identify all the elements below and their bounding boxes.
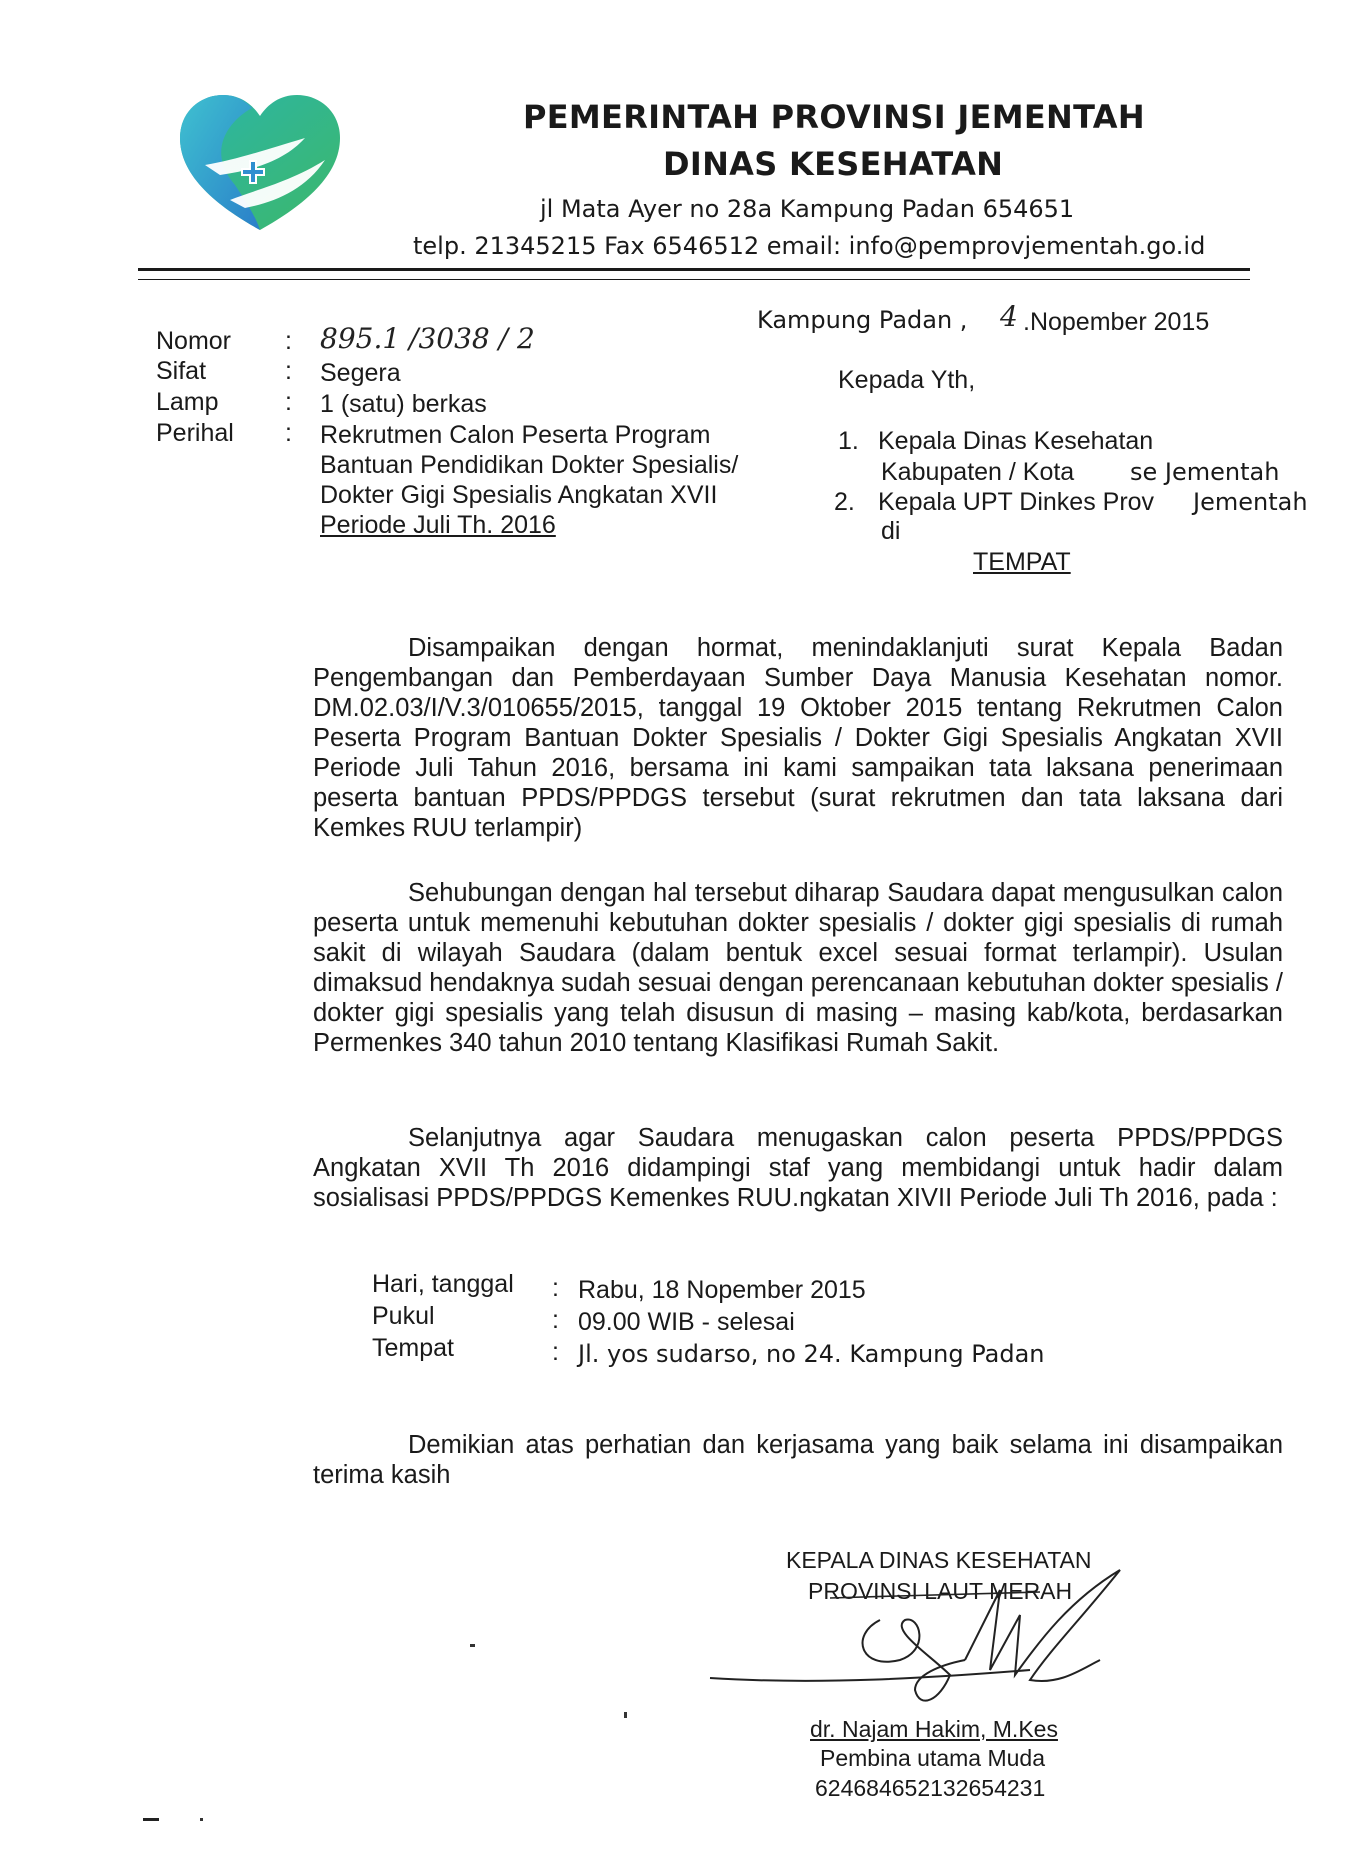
date-day-handwritten: 4 (1000, 300, 1018, 333)
date-place: Kampung Padan , (757, 306, 968, 334)
colon: : (552, 1306, 559, 1334)
colon: : (285, 357, 292, 385)
recipient-item-number: 1. (838, 427, 859, 455)
label-sifat: Sifat (156, 357, 207, 385)
event-label-date: Hari, tanggal (372, 1270, 514, 1298)
scan-speck (200, 1818, 203, 1821)
recipient-salutation: Kepada Yth, (838, 366, 976, 394)
colon: : (285, 388, 292, 416)
signatory-rank: Pembina utama Muda (820, 1745, 1046, 1771)
signature-title: KEPALA DINAS KESEHATAN (786, 1547, 1092, 1573)
recipient-tempat: TEMPAT (973, 548, 1071, 576)
signature-province: PROVINSI LAUT MERAH (808, 1578, 1073, 1604)
value-perihal-line: Dokter Gigi Spesialis Angkatan XVII (320, 481, 718, 509)
signatory-name: dr. Najam Hakim, M.Kes (810, 1716, 1058, 1742)
signatory-nip: 624684652132654231 (815, 1775, 1046, 1801)
event-value-place: Jl. yos sudarso, no 24. Kampung Padan (578, 1340, 1045, 1368)
body-paragraph-2: Sehubungan dengan hal tersebut diharap Saudara dapat mengusulkan calon peserta untuk memenuhi kebutuhan dokter spesialis / dokter gigi spesialis di rumah sakit di wilayah Saudara (dalam bentuk excel sesuai format terlampir). Usulan dimaksud hendaknya sudah sesuai dengan perencanaan kebutuhan dokter spesialis / dokter gigi spesialis yang telah disusun di masing – masing kab/kota, berdasarkan Permenkes 340 tahun 2010 tentang Klasifikasi Rumah Sakit. (313, 879, 1283, 1057)
colon: : (285, 327, 292, 355)
header-address: jl Mata Ayer no 28a Kampung Padan 654651 (540, 195, 1075, 223)
handwritten-signature (700, 1560, 1220, 1740)
recipient-item1-region: se Jementah (1130, 458, 1280, 486)
value-lamp: 1 (satu) berkas (320, 390, 487, 418)
header-department: DINAS KESEHATAN (663, 145, 1004, 183)
recipient-item2-region: Jementah (1193, 488, 1308, 516)
event-label-time: Pukul (372, 1302, 435, 1330)
value-perihal-line: Rekrutmen Calon Peserta Program (320, 421, 711, 449)
event-value-time: 09.00 WIB - selesai (578, 1308, 795, 1336)
header-contact: telp. 21345215 Fax 6546512 email: info@pemprovjementah.go.id (413, 232, 1206, 260)
label-nomor: Nomor (156, 327, 232, 355)
event-value-date: Rabu, 18 Nopember 2015 (578, 1276, 866, 1304)
value-sifat: Segera (320, 359, 401, 387)
label-lamp: Lamp (156, 388, 219, 416)
event-label-place: Tempat (372, 1334, 454, 1362)
value-perihal-line: Bantuan Pendidikan Dokter Spesialis/ (320, 451, 739, 479)
scan-speck (470, 1644, 475, 1647)
scan-speck (624, 1712, 627, 1718)
header-rule-thin (138, 279, 1250, 280)
body-paragraph-3: Selanjutnya agar Saudara menugaskan calon peserta PPDS/PPDGS Angkatan XVII Th 2016 didampingi staf yang membidangi untuk hadir dalam sosialisasi PPDS/PPDGS Kemenkes RUU.ngkatan XIVII Periode Juli Th 2016, pada : (313, 1124, 1283, 1212)
recipient-item-number: 2. (834, 488, 855, 516)
header-rule-thick (138, 268, 1250, 271)
recipient-di: di (881, 517, 901, 545)
recipient-item1-line2: Kabupaten / Kota (881, 458, 1075, 486)
recipient-item1: Kepala Dinas Kesehatan (878, 427, 1154, 455)
colon: : (552, 1274, 559, 1302)
body-paragraph-1: Disampaikan dengan hormat, menindaklanjuti surat Kepala Badan Pengembangan dan Pemberdayaan Sumber Daya Manusia Kesehatan nomor. DM.02.03/I/V.3/010655/2015, tanggal 19 Oktober 2015 tentang Rekrutmen Calon Peserta Program Bantuan Dokter Spesialis / Dokter Gigi Spesialis Angkatan XVII Periode Juli Tahun 2016, bersama ini kami sampaikan tata laksana penerimaan peserta bantuan PPDS/PPDGS tersebut (surat rekrutmen dan tata laksana dari Kemkes RUU terlampir) (313, 634, 1283, 842)
colon: : (552, 1338, 559, 1366)
scan-speck (143, 1818, 159, 1821)
value-perihal-line: Periode Juli Th. 2016 (320, 511, 556, 539)
health-heart-logo (175, 90, 345, 240)
colon: : (285, 419, 292, 447)
closing-paragraph: Demikian atas perhatian dan kerjasama yang baik selama ini disampaikan terima kasih (313, 1431, 1283, 1489)
value-nomor-handwritten: 895.1 /3038 / 2 (320, 322, 535, 355)
recipient-item2: Kepala UPT Dinkes Prov (878, 488, 1155, 516)
date-month-year: .Nopember 2015 (1023, 308, 1210, 336)
header-agency: PEMERINTAH PROVINSI JEMENTAH (523, 98, 1145, 136)
label-perihal: Perihal (156, 419, 234, 447)
